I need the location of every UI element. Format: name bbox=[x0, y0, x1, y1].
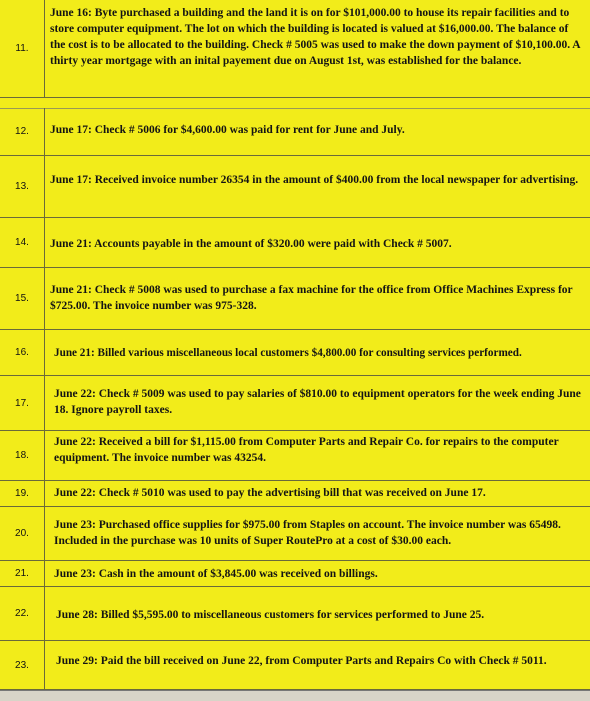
transaction-row-17 bbox=[0, 376, 590, 431]
row-number: 23. bbox=[0, 641, 45, 689]
transaction-row-13 bbox=[0, 156, 590, 218]
row-number: 11. bbox=[0, 0, 45, 97]
row-number: 14. bbox=[0, 218, 45, 267]
transaction-text: June 21: Check # 5008 was used to purchase a fax machine for the office from Office Machines Express for $725.00. The invoice number was 975-328. bbox=[50, 284, 573, 312]
transaction-text: June 22: Check # 5010 was used to pay the advertising bill that was received on June 17. bbox=[54, 487, 486, 499]
transaction-text: June 21: Accounts payable in the amount of $320.00 were paid with Check # 5007. bbox=[50, 238, 452, 250]
transaction-text: June 28: Billed $5,595.00 to miscellaneous customers for services performed to June 25. bbox=[56, 609, 485, 621]
transaction-text: June 23: Cash in the amount of $3,845.00 was received on billings. bbox=[54, 568, 378, 580]
transaction-row-11 bbox=[0, 0, 590, 98]
row-number: 21. bbox=[0, 561, 45, 586]
transaction-row-14 bbox=[0, 218, 590, 268]
row-number: 19. bbox=[0, 481, 45, 506]
transaction-text: June 23: Purchased office supplies for $975.00 from Staples on account. The invoice number was 65498. Included in the purchase was 10 units of Super RoutePro at a cost of $30.00 each. bbox=[54, 519, 561, 547]
row-number: 17. bbox=[0, 376, 45, 430]
transaction-text: June 16: Byte purchased a building and the land it is on for $101,000.00 to house its repair facilities and to store computer equipment. The lot on which the building is located is valued at $16,000.00. The balance of the cost is to be allocated to the building. Check # 5005 was used to make the down payment of $10,100.00. A thirty year mortgage with an inital payement due on August 1st, was established for the balance. bbox=[50, 7, 580, 67]
row-number: 18. bbox=[0, 431, 45, 480]
row-number: 20. bbox=[0, 507, 45, 560]
transaction-row-16 bbox=[0, 330, 590, 376]
row-number: 22. bbox=[0, 587, 45, 640]
row-number: 12. bbox=[0, 108, 45, 155]
transaction-text: June 29: Paid the bill received on June 22, from Computer Parts and Repairs Co with Check # 5011. bbox=[56, 655, 547, 667]
transaction-row-22 bbox=[0, 587, 590, 641]
transaction-text: June 17: Check # 5006 for $4,600.00 was paid for rent for June and July. bbox=[50, 124, 405, 136]
transaction-row-18 bbox=[0, 431, 590, 481]
row-number: 15. bbox=[0, 268, 45, 329]
transaction-text: June 21: Billed various miscellaneous local customers $4,800.00 for consulting services performed. bbox=[54, 347, 522, 359]
bottom-edge bbox=[0, 690, 590, 701]
transaction-text: June 22: Check # 5009 was used to pay salaries of $810.00 to equipment operators for the week ending June 18. Ignore payroll taxes. bbox=[54, 388, 581, 416]
transaction-text: June 17: Received invoice number 26354 in the amount of $400.00 from the local newspaper for advertising. bbox=[50, 174, 579, 186]
transaction-row-12 bbox=[0, 108, 590, 156]
transaction-text: June 22: Received a bill for $1,115.00 from Computer Parts and Repair Co. for repairs to the computer equipment. The invoice number was 43254. bbox=[54, 436, 559, 464]
transaction-row-19 bbox=[0, 481, 590, 507]
transaction-row-20 bbox=[0, 507, 590, 561]
row-number: 16. bbox=[0, 330, 45, 375]
transaction-row-21 bbox=[0, 561, 590, 587]
transaction-row-23 bbox=[0, 641, 590, 690]
row-number: 13. bbox=[0, 156, 45, 217]
transaction-row-15 bbox=[0, 268, 590, 330]
